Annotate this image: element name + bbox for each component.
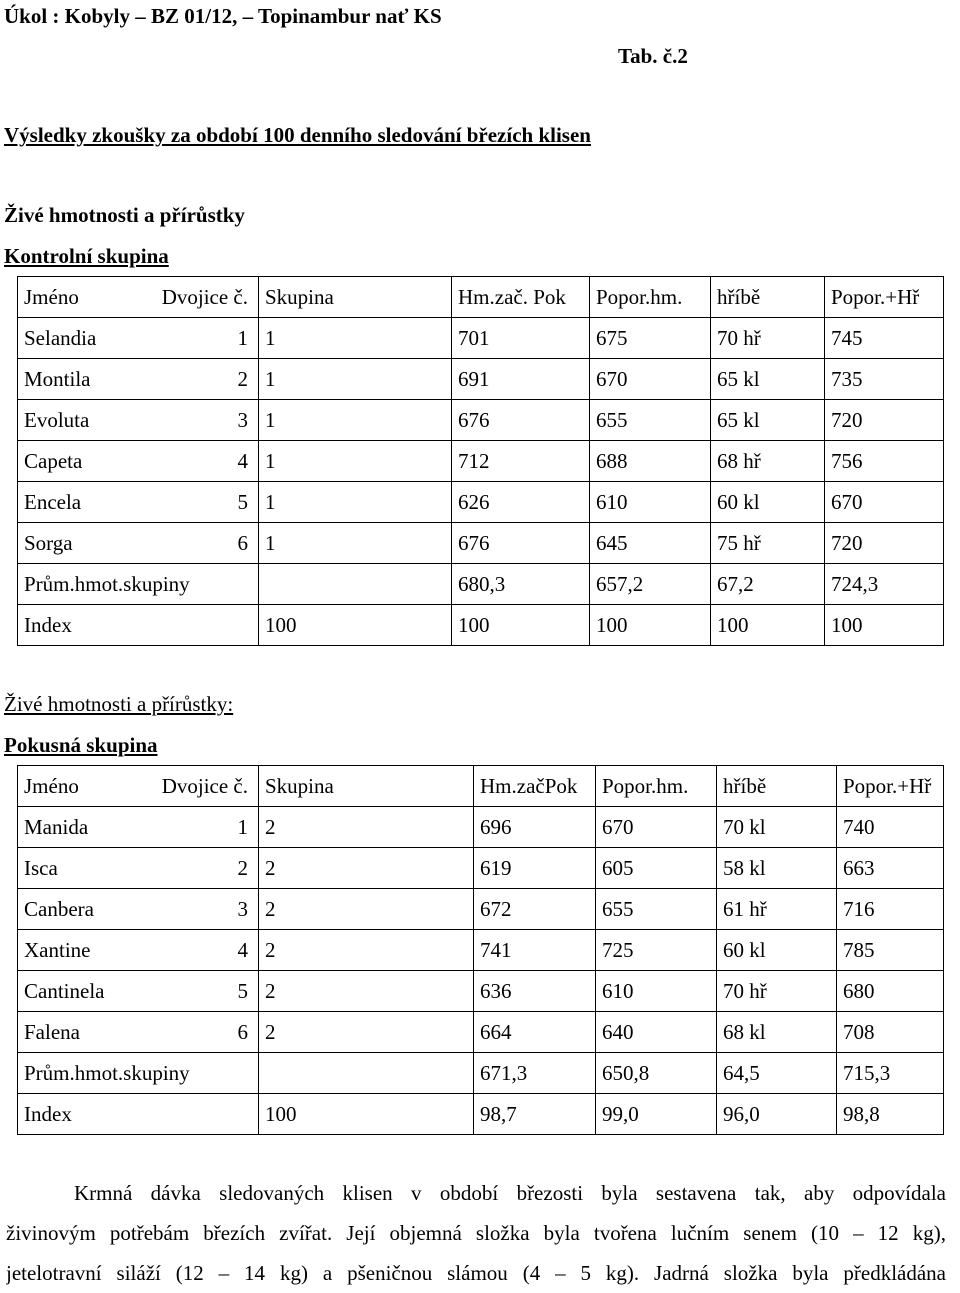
average-start: 680,3 xyxy=(452,564,590,605)
name-cell xyxy=(18,971,259,1012)
average-total: 715,3 xyxy=(837,1053,944,1094)
after-cell: 640 xyxy=(596,1012,717,1053)
column-header: Popor.+Hř xyxy=(837,766,944,807)
total-cell: 735 xyxy=(825,359,944,400)
name-cell xyxy=(18,889,259,930)
table-row xyxy=(18,523,944,564)
foal-cell: 68 hř xyxy=(711,441,825,482)
after-cell: 610 xyxy=(596,971,717,1012)
foal-cell: 65 kl xyxy=(711,359,825,400)
column-header: Skupina xyxy=(259,766,474,807)
foal-cell: 60 kl xyxy=(711,482,825,523)
table-row xyxy=(18,1012,944,1053)
horse-name: Falena xyxy=(24,1019,80,1044)
average-row xyxy=(18,1053,944,1094)
average-after: 657,2 xyxy=(590,564,711,605)
index-total: 100 xyxy=(825,605,944,646)
table-row xyxy=(18,359,944,400)
group-cell: 2 xyxy=(259,807,474,848)
after-cell: 610 xyxy=(590,482,711,523)
horse-name: Selandia xyxy=(24,325,97,350)
average-foal: 67,2 xyxy=(711,564,825,605)
table-row xyxy=(18,441,944,482)
horse-name: Montila xyxy=(24,366,91,391)
index-foal: 100 xyxy=(711,605,825,646)
paragraph-line: jetelotravní siláží (12 – 14 kg) a pšeničnou slámou (4 – 5 kg). Jadrná složka byla předkládána xyxy=(6,1261,946,1285)
average-row xyxy=(18,564,944,605)
horse-name: Cantinela xyxy=(24,978,105,1003)
start-cell: 672 xyxy=(474,889,596,930)
control-subtitle: Živé hmotnosti a přírůstky xyxy=(4,203,245,227)
horse-name: Isca xyxy=(24,855,58,880)
horse-name: Evoluta xyxy=(24,407,90,432)
total-cell: 720 xyxy=(825,523,944,564)
horse-name: Sorga xyxy=(24,530,73,555)
foal-cell: 70 hř xyxy=(717,971,837,1012)
after-cell: 725 xyxy=(596,930,717,971)
foal-cell: 70 hř xyxy=(711,318,825,359)
column-header: Popor.hm. xyxy=(596,766,717,807)
index-total: 98,8 xyxy=(837,1094,944,1135)
after-cell: 655 xyxy=(590,400,711,441)
table-row xyxy=(18,482,944,523)
column-header: Popor.+Hř xyxy=(825,277,944,318)
index-after: 99,0 xyxy=(596,1094,717,1135)
pair-number: 6 xyxy=(237,1019,248,1044)
horse-name: Xantine xyxy=(24,937,91,962)
start-cell: 676 xyxy=(452,523,590,564)
pair-number: 5 xyxy=(237,489,248,514)
pair-number: 5 xyxy=(237,978,248,1003)
total-cell: 756 xyxy=(825,441,944,482)
pair-number: 6 xyxy=(237,530,248,555)
name-cell xyxy=(18,1012,259,1053)
start-cell: 636 xyxy=(474,971,596,1012)
group-cell: 1 xyxy=(259,359,452,400)
index-label: Index xyxy=(18,1094,259,1135)
horse-name: Capeta xyxy=(24,448,83,473)
column-header: Hm.zač. Pok xyxy=(452,277,590,318)
task-title: Úkol : Kobyly – BZ 01/12, – Topinambur nať KS xyxy=(4,4,442,28)
index-foal: 96,0 xyxy=(717,1094,837,1135)
after-cell: 670 xyxy=(596,807,717,848)
table-row xyxy=(18,889,944,930)
total-cell: 663 xyxy=(837,848,944,889)
horse-name: Manida xyxy=(24,814,89,839)
table-row xyxy=(18,930,944,971)
test-group-label: Pokusná skupina xyxy=(4,733,158,757)
index-row xyxy=(18,605,944,646)
group-cell: 2 xyxy=(259,930,474,971)
after-cell: 688 xyxy=(590,441,711,482)
total-cell: 708 xyxy=(837,1012,944,1053)
header-cell-name xyxy=(18,277,259,318)
name-cell xyxy=(18,807,259,848)
horse-name: Encela xyxy=(24,489,82,514)
index-group: 100 xyxy=(259,605,452,646)
foal-cell: 60 kl xyxy=(717,930,837,971)
group-cell: 2 xyxy=(259,848,474,889)
name-cell xyxy=(18,318,259,359)
column-header: hříbě xyxy=(711,277,825,318)
name-cell xyxy=(18,441,259,482)
table-row xyxy=(18,400,944,441)
index-start: 98,7 xyxy=(474,1094,596,1135)
column-header: Hm.začPok xyxy=(474,766,596,807)
foal-cell: 68 kl xyxy=(717,1012,837,1053)
name-cell xyxy=(18,523,259,564)
start-cell: 626 xyxy=(452,482,590,523)
test-table xyxy=(17,765,944,1135)
empty-cell xyxy=(259,1053,474,1094)
index-row xyxy=(18,1094,944,1135)
table-number: Tab. č.2 xyxy=(618,44,688,68)
start-cell: 691 xyxy=(452,359,590,400)
name-cell xyxy=(18,482,259,523)
after-cell: 605 xyxy=(596,848,717,889)
empty-cell xyxy=(259,564,452,605)
header-row xyxy=(18,277,944,318)
pair-number: 3 xyxy=(237,896,248,921)
pair-number: 1 xyxy=(237,325,248,350)
table-row xyxy=(18,318,944,359)
pair-number: 2 xyxy=(237,855,248,880)
after-cell: 645 xyxy=(590,523,711,564)
average-label: Prům.hmot.skupiny xyxy=(18,1053,259,1094)
after-cell: 655 xyxy=(596,889,717,930)
column-header: Dvojice č. xyxy=(161,773,248,798)
column-header: Jméno xyxy=(24,284,79,309)
group-cell: 2 xyxy=(259,971,474,1012)
paragraph-line: Krmná dávka sledovaných klisen v období březosti byla sestavena tak, aby odpovídala xyxy=(74,1181,946,1205)
after-cell: 675 xyxy=(590,318,711,359)
foal-cell: 75 hř xyxy=(711,523,825,564)
foal-cell: 58 kl xyxy=(717,848,837,889)
start-cell: 701 xyxy=(452,318,590,359)
foal-cell: 65 kl xyxy=(711,400,825,441)
index-group: 100 xyxy=(259,1094,474,1135)
pair-number: 4 xyxy=(237,448,248,473)
index-after: 100 xyxy=(590,605,711,646)
test-subtitle: Živé hmotnosti a přírůstky: xyxy=(4,692,234,716)
horse-name: Canbera xyxy=(24,896,94,921)
pair-number: 2 xyxy=(237,366,248,391)
average-total: 724,3 xyxy=(825,564,944,605)
name-cell xyxy=(18,359,259,400)
index-start: 100 xyxy=(452,605,590,646)
control-table xyxy=(17,276,944,646)
group-cell: 1 xyxy=(259,523,452,564)
total-cell: 680 xyxy=(837,971,944,1012)
total-cell: 670 xyxy=(825,482,944,523)
average-after: 650,8 xyxy=(596,1053,717,1094)
column-header: Popor.hm. xyxy=(590,277,711,318)
group-cell: 1 xyxy=(259,318,452,359)
results-heading: Výsledky zkoušky za období 100 denního sledování březích klisen xyxy=(4,123,591,147)
control-group-label: Kontrolní skupina xyxy=(4,244,169,268)
group-cell: 1 xyxy=(259,400,452,441)
group-cell: 2 xyxy=(259,1012,474,1053)
foal-cell: 70 kl xyxy=(717,807,837,848)
name-cell xyxy=(18,400,259,441)
name-cell xyxy=(18,848,259,889)
index-label: Index xyxy=(18,605,259,646)
table-row xyxy=(18,848,944,889)
total-cell: 720 xyxy=(825,400,944,441)
column-header: Skupina xyxy=(259,277,452,318)
total-cell: 785 xyxy=(837,930,944,971)
total-cell: 740 xyxy=(837,807,944,848)
pair-number: 4 xyxy=(237,937,248,962)
diet-paragraph xyxy=(6,1173,946,1293)
column-header: Dvojice č. xyxy=(161,284,248,309)
column-header: hříbě xyxy=(717,766,837,807)
total-cell: 716 xyxy=(837,889,944,930)
pair-number: 3 xyxy=(237,407,248,432)
group-cell: 2 xyxy=(259,889,474,930)
average-start: 671,3 xyxy=(474,1053,596,1094)
group-cell: 1 xyxy=(259,482,452,523)
pair-number: 1 xyxy=(237,814,248,839)
start-cell: 696 xyxy=(474,807,596,848)
group-cell: 1 xyxy=(259,441,452,482)
start-cell: 619 xyxy=(474,848,596,889)
header-row xyxy=(18,766,944,807)
total-cell: 745 xyxy=(825,318,944,359)
average-label: Prům.hmot.skupiny xyxy=(18,564,259,605)
table-row xyxy=(18,807,944,848)
column-header: Jméno xyxy=(24,773,79,798)
start-cell: 664 xyxy=(474,1012,596,1053)
paragraph-line: živinovým potřebám březích zvířat. Její objemná složka byla tvořena lučním senem (10 – 12 kg), xyxy=(6,1221,946,1245)
start-cell: 741 xyxy=(474,930,596,971)
header-cell-name xyxy=(18,766,259,807)
table-row xyxy=(18,971,944,1012)
name-cell xyxy=(18,930,259,971)
start-cell: 676 xyxy=(452,400,590,441)
start-cell: 712 xyxy=(452,441,590,482)
foal-cell: 61 hř xyxy=(717,889,837,930)
average-foal: 64,5 xyxy=(717,1053,837,1094)
after-cell: 670 xyxy=(590,359,711,400)
